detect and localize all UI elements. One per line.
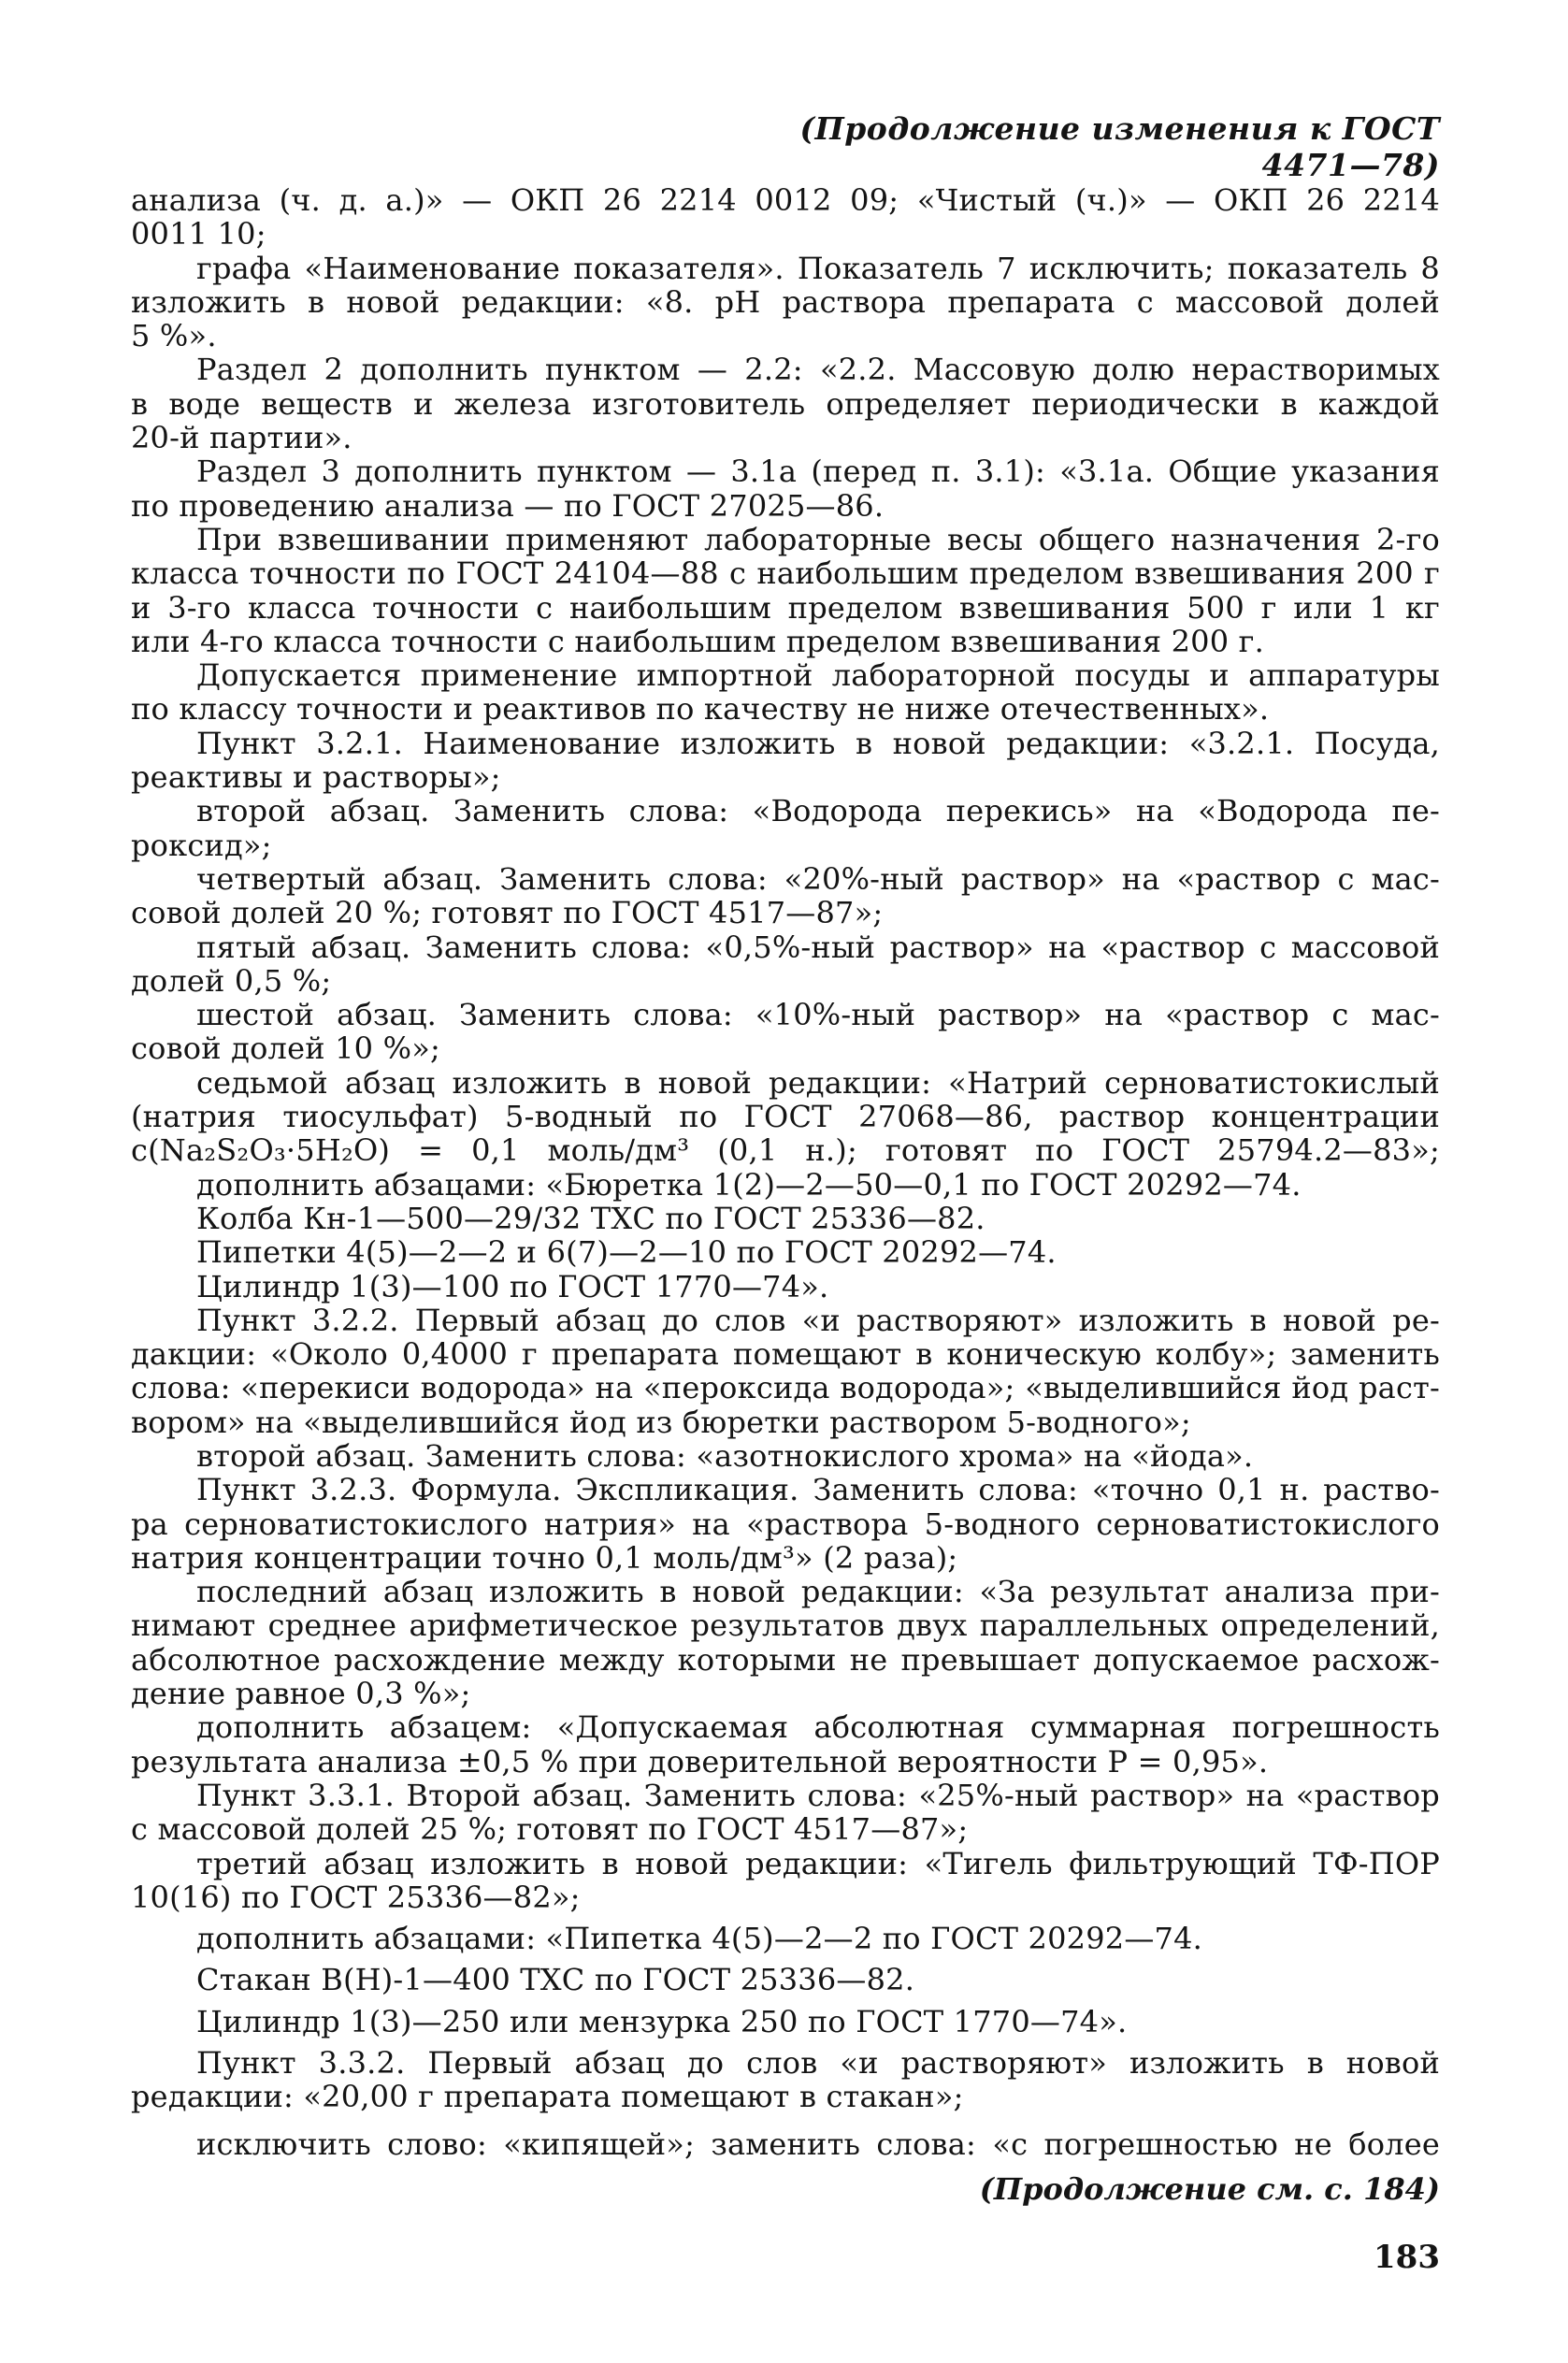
continuation-note: (Продолжение см. с. 184) — [979, 2171, 1440, 2207]
text-line: Пункт 3.3.1. Второй абзац. Заменить слова: «25%-ный раствор» на «раствор — [196, 1778, 1440, 1813]
text-line: второй абзац. Заменить слова: «азотнокислого хрома» на «йода». — [196, 1438, 1254, 1474]
text-line: 20-й партии». — [131, 421, 352, 455]
text-line: ра серноватистокислого натрия» на «раствора 5-водного серноватистокислого — [131, 1506, 1440, 1541]
text-line: дополнить абзацем: «Допускаемая абсолютная суммарная погрешность — [196, 1710, 1440, 1745]
text-line: графа «Наименование показателя». Показатель 7 исключить; показатель 8 — [196, 251, 1440, 285]
text-line: Цилиндр 1(3)—100 по ГОСТ 1770—74». — [196, 1269, 829, 1304]
text-line: в воде веществ и железа изготовитель определяет периодически в каждой — [131, 386, 1440, 422]
text-line: пятый абзац. Заменить слова: «0,5%-ный раствор» на «раствор с массовой — [196, 929, 1440, 964]
text-line: Пункт 3.2.3. Формула. Экспликация. Заменить слова: «точно 0,1 н. раство- — [196, 1473, 1440, 1507]
text-line: нимают среднее арифметическое результатов двух параллельных определений, — [131, 1608, 1440, 1643]
text-line: Цилиндр 1(3)—250 или мензурка 250 по ГОСТ 1770—74». — [196, 2004, 1128, 2039]
text-line: совой долей 10 %»; — [131, 1031, 440, 1066]
text-line: второй абзац. Заменить слова: «Водорода перекись» на «Водорода пе- — [196, 794, 1440, 828]
text-line: результата анализа ±0,5 % при доверительной вероятности P = 0,95». — [131, 1744, 1269, 1779]
text-line: изложить в новой редакции: «8. pH раствора препарата с массовой долей — [131, 284, 1440, 320]
text-line: Стакан В(Н)-1—400 ТХС по ГОСТ 25336—82. — [196, 1963, 915, 1997]
text-line: натрия концентрации точно 0,1 моль/дм³» (2 раза); — [131, 1540, 958, 1576]
text-line: и 3-го класса точности с наибольшим пределом взвешивания 500 г или 1 кг — [131, 590, 1440, 625]
text-line: долей 0,5 %; — [131, 963, 332, 999]
text-line: Колба Кн-1—500—29/32 ТХС по ГОСТ 25336—82. — [196, 1201, 985, 1236]
text-line: дакции: «Около 0,4000 г препарата помещают в коническую колбу»; заменить — [131, 1337, 1440, 1372]
text-line: Пункт 3.2.1. Наименование изложить в новой редакции: «3.2.1. Посуда, — [196, 726, 1440, 761]
text-line: Раздел 2 дополнить пунктом — 2.2: «2.2. Массовую долю нерастворимых — [196, 353, 1440, 387]
text-line: по классу точности и реактивов по качеству не ниже отечественных». — [131, 692, 1270, 727]
body-text — [131, 183, 1440, 2161]
text-line: 5 %». — [131, 319, 217, 353]
text-line: Пункт 3.2.2. Первый абзац до слов «и растворяют» изложить в новой ре- — [196, 1303, 1440, 1338]
text-line: Раздел 3 дополнить пунктом — 3.1а (перед п. 3.1): «3.1а. Общие указания — [196, 454, 1440, 489]
text-line: шестой абзац. Заменить слова: «10%-ный раствор» на «раствор с мас- — [196, 998, 1440, 1032]
text-line: абсолютное расхождение между которыми не превышает допускаемое расхож- — [131, 1642, 1440, 1678]
text-line: третий абзац изложить в новой редакции: «Тигель фильтрующий ТФ-ПОР — [196, 1846, 1440, 1880]
text-line: анализа (ч. д. а.)» — ОКП 26 2214 0012 09; «Чистый (ч.)» — ОКП 26 2214 — [131, 183, 1440, 218]
text-line: роксид»; — [131, 828, 272, 862]
running-header: (Продолжение изменения к ГОСТ 4471—78) — [799, 110, 1440, 183]
text-line: реактивы и растворы»; — [131, 760, 501, 795]
text-line: редакции: «20,00 г препарата помещают в стакан»; — [131, 2080, 964, 2114]
text-line: седьмой абзац изложить в новой редакции: «Натрий серноватистокислый — [196, 1065, 1440, 1101]
text-line: Пипетки 4(5)—2—2 и 6(7)—2—10 по ГОСТ 20292—74. — [196, 1235, 1057, 1270]
text-line: c(Na₂S₂O₃·5H₂O) = 0,1 моль/дм³ (0,1 н.); готовят по ГОСТ 25794.2—83»; — [131, 1133, 1440, 1168]
text-line: Пункт 3.3.2. Первый абзац до слов «и растворяют» изложить в новой — [196, 2046, 1440, 2081]
text-line: с массовой долей 25 %; готовят по ГОСТ 4517—87»; — [131, 1812, 969, 1847]
text-line: последний абзац изложить в новой редакции: «За результат анализа при- — [196, 1575, 1440, 1609]
text-line: класса точности по ГОСТ 24104—88 с наибольшим пределом взвешивания 200 г — [131, 556, 1440, 591]
text-line: (натрия тиосульфат) 5-водный по ГОСТ 27068—86, раствор концентрации — [131, 1100, 1440, 1134]
text-line: по проведению анализа — по ГОСТ 27025—86. — [131, 488, 885, 523]
text-line: Допускается применение импортной лабораторной посуды и аппаратуры — [196, 658, 1440, 693]
text-line: вором» на «выделившийся йод из бюретки раствором 5-водного»; — [131, 1405, 1191, 1439]
text-line: или 4-го класса точности с наибольшим пределом взвешивания 200 г. — [131, 624, 1264, 659]
text-line: дополнить абзацами: «Пипетка 4(5)—2—2 по ГОСТ 20292—74. — [196, 1922, 1203, 1956]
text-line: слова: «перекиси водорода» на «пероксида водорода»; «выделившийся йод раст- — [131, 1371, 1440, 1405]
text-line: При взвешивании применяют лабораторные весы общего назначения 2-го — [196, 522, 1440, 557]
text-line: 10(16) по ГОСТ 25336—82»; — [131, 1880, 581, 1915]
text-line: исключить слово: «кипящей»; заменить слова: «с погрешностью не более — [196, 2126, 1440, 2161]
page-number: 183 — [1374, 2239, 1440, 2276]
text-line: дение равное 0,3 %»; — [131, 1677, 471, 1711]
text-line: совой долей 20 %; готовят по ГОСТ 4517—87»; — [131, 896, 884, 930]
text-line: дополнить абзацами: «Бюретка 1(2)—2—50—0,1 по ГОСТ 20292—74. — [196, 1167, 1302, 1202]
text-line: четвертый абзац. Заменить слова: «20%-ный раствор» на «раствор с мас- — [196, 861, 1440, 897]
text-line: 0011 10; — [131, 217, 266, 252]
